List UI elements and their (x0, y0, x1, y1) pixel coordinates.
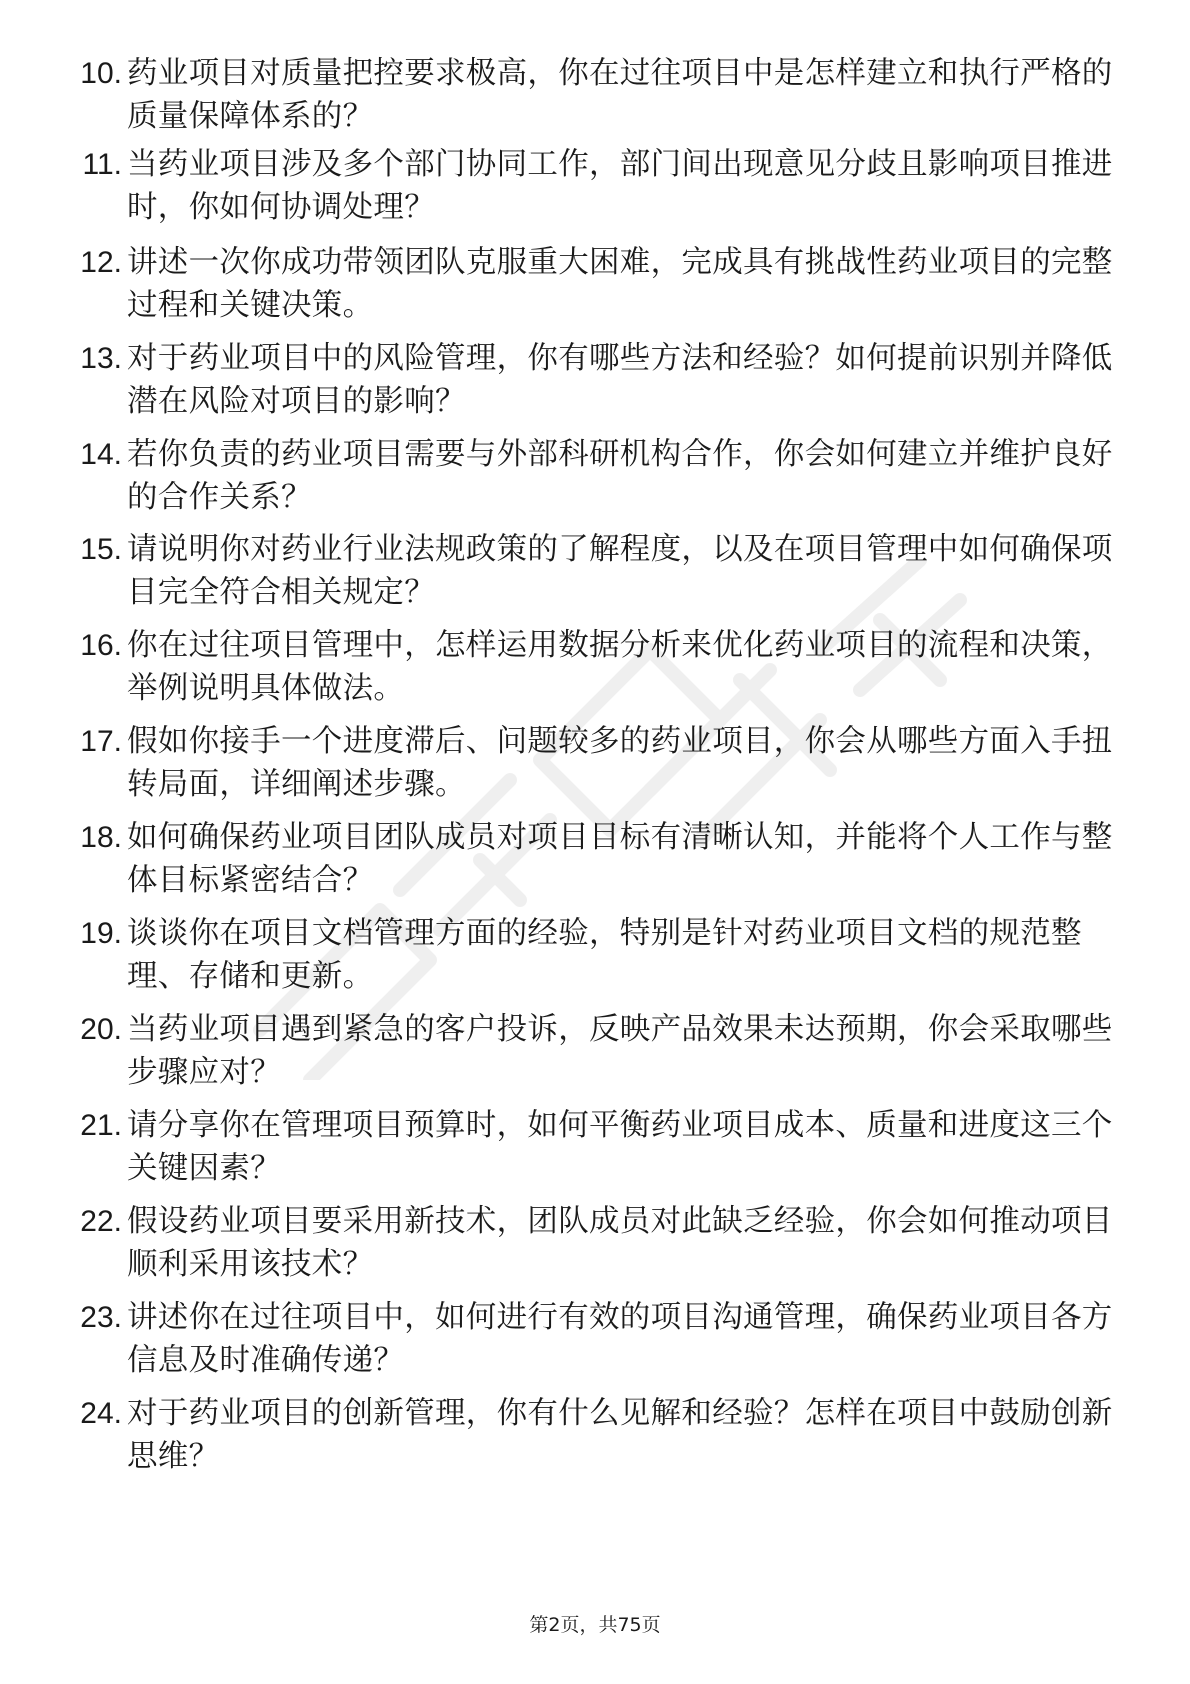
question-item-22 (56, 1200, 1136, 1290)
question-number: 21. (80, 1109, 122, 1142)
question-text: 对于药业项目中的风险管理，你有哪些方法和经验？如何提前识别并降低潜在风险对项目的影响？ (127, 341, 1113, 419)
question-number: 14. (80, 438, 122, 471)
question-item-23 (56, 1296, 1136, 1386)
question-text: 请说明你对药业行业法规政策的了解程度，以及在项目管理中如何确保项目完全符合相关规定？ (127, 532, 1113, 610)
question-text: 对于药业项目的创新管理，你有什么见解和经验？怎样在项目中鼓励创新思维？ (127, 1396, 1113, 1474)
question-item-19 (56, 912, 1136, 1002)
question-item-16 (56, 624, 1136, 714)
question-text: 谈谈你在项目文档管理方面的经验，特别是针对药业项目文档的规范整理、存储和更新。 (127, 916, 1082, 994)
question-item-17 (56, 720, 1136, 810)
question-item-21 (56, 1104, 1136, 1194)
question-item-13 (56, 337, 1136, 427)
question-number: 23. (80, 1301, 122, 1334)
question-number: 17. (80, 725, 122, 758)
question-number: 13. (80, 342, 122, 375)
question-text: 药业项目对质量把控要求极高，你在过往项目中是怎样建立和执行严格的质量保障体系的？ (127, 56, 1113, 134)
question-number: 22. (80, 1205, 122, 1238)
question-number: 12. (80, 246, 122, 279)
question-item-10 (56, 52, 1136, 142)
question-item-14 (56, 433, 1136, 523)
question-item-24 (56, 1392, 1136, 1482)
question-number: 16. (80, 629, 122, 662)
question-number: 15. (80, 533, 122, 566)
question-text: 讲述一次你成功带领团队克服重大困难，完成具有挑战性药业项目的完整过程和关键决策。 (127, 245, 1113, 323)
question-text: 讲述你在过往项目中，如何进行有效的项目沟通管理，确保药业项目各方信息及时准确传递？ (127, 1300, 1113, 1378)
page-number-footer: 第2页，共75页 (529, 1614, 661, 1636)
question-text: 你在过往项目管理中，怎样运用数据分析来优化药业项目的流程和决策，举例说明具体做法。 (127, 628, 1113, 706)
question-number: 20. (80, 1013, 122, 1046)
question-item-12 (56, 241, 1136, 331)
question-number: 10. (80, 57, 122, 90)
question-text: 假设药业项目要采用新技术，团队成员对此缺乏经验，你会如何推动项目顺利采用该技术？ (127, 1204, 1113, 1282)
question-item-20 (56, 1008, 1136, 1098)
question-number: 19. (80, 917, 122, 950)
question-text: 若你负责的药业项目需要与外部科研机构合作，你会如何建立并维护良好的合作关系？ (127, 437, 1113, 515)
question-text: 当药业项目涉及多个部门协同工作，部门间出现意见分歧且影响项目推进时，你如何协调处理？ (127, 147, 1113, 225)
question-text: 当药业项目遇到紧急的客户投诉，反映产品效果未达预期，你会采取哪些步骤应对？ (127, 1012, 1113, 1090)
question-text: 假如你接手一个进度滞后、问题较多的药业项目，你会从哪些方面入手扭转局面，详细阐述步骤。 (127, 724, 1113, 802)
question-item-15 (56, 528, 1136, 618)
question-item-11 (56, 143, 1136, 233)
question-number: 24. (80, 1397, 122, 1430)
question-number: 18. (80, 821, 122, 854)
question-text: 请分享你在管理项目预算时，如何平衡药业项目成本、质量和进度这三个关键因素？ (127, 1108, 1113, 1186)
question-item-18 (56, 816, 1136, 906)
question-number: 11. (82, 148, 122, 181)
question-text: 如何确保药业项目团队成员对项目目标有清晰认知，并能将个人工作与整体目标紧密结合？ (127, 820, 1113, 898)
